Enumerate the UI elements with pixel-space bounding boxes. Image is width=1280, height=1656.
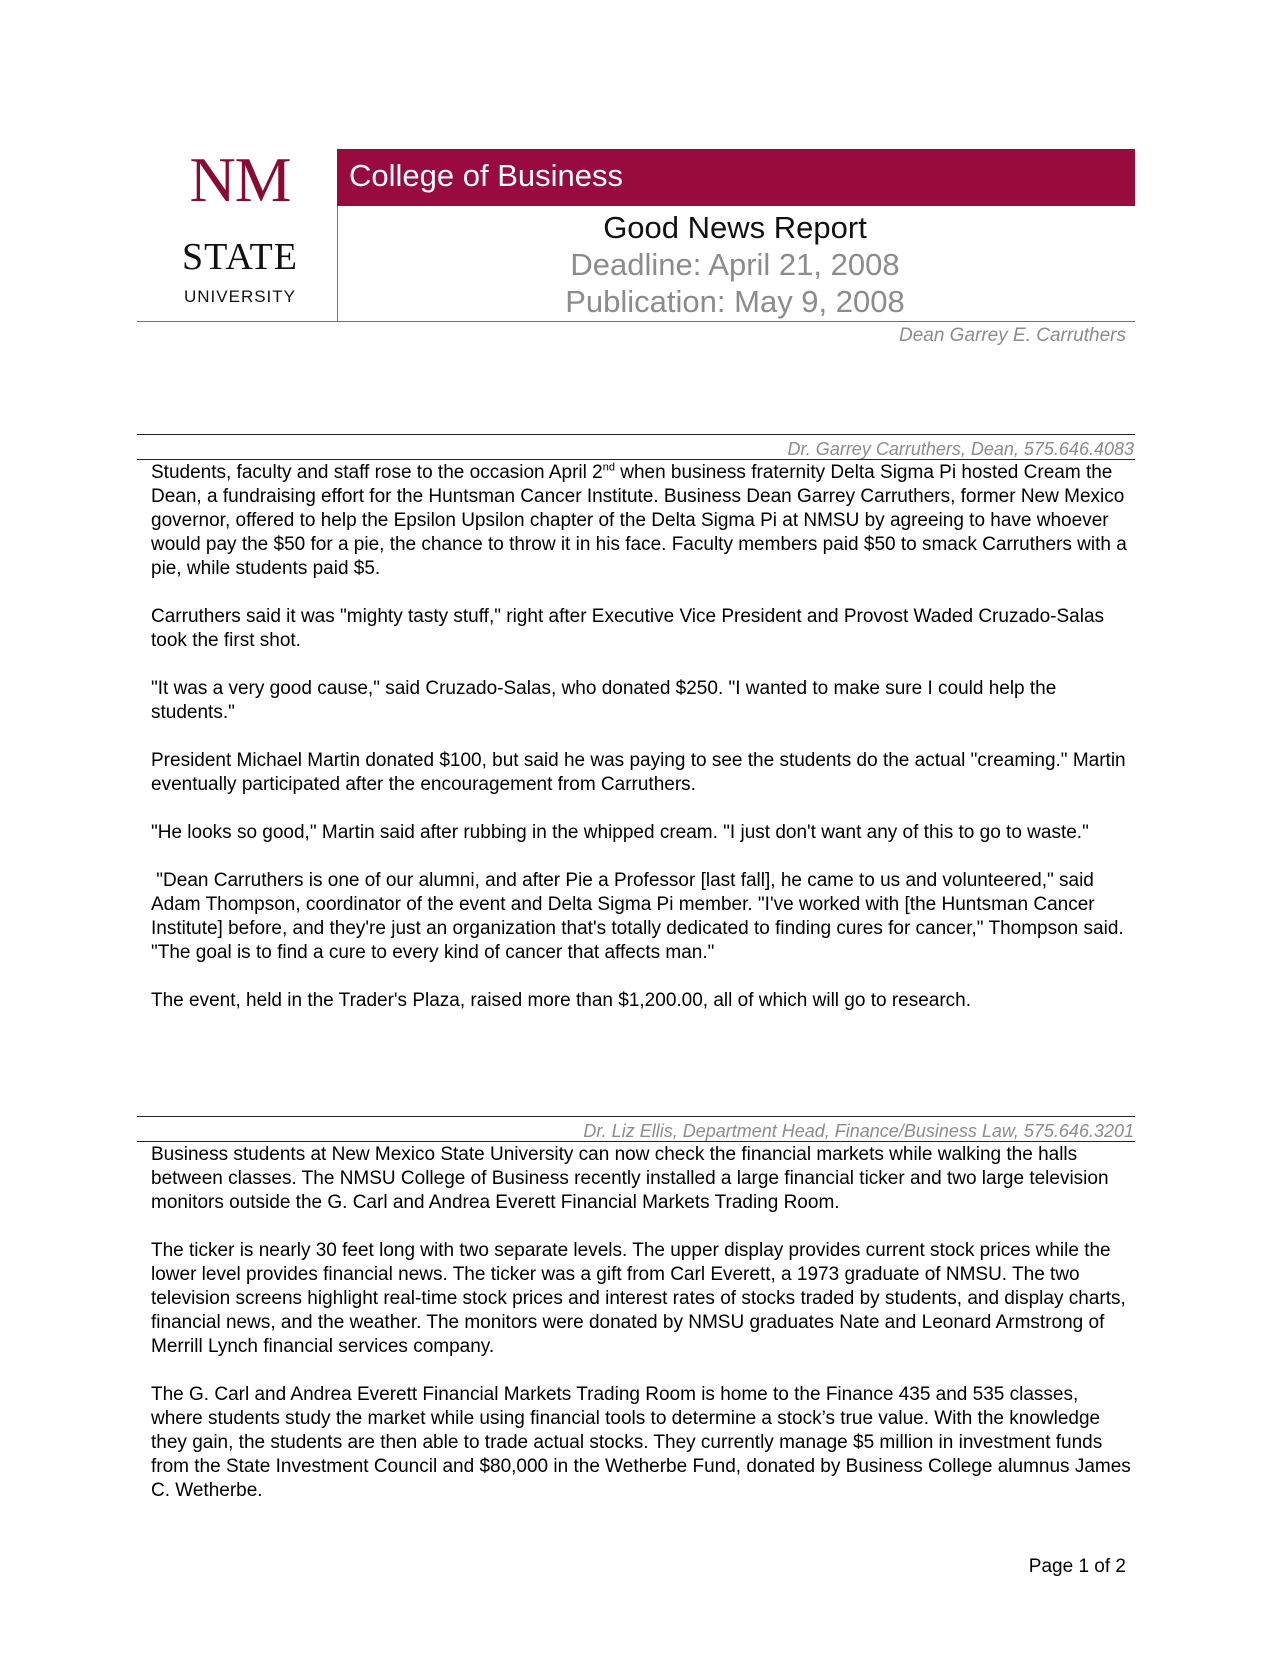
story1-contact: Dr. Garrey Carruthers, Dean, 575.646.4083	[787, 439, 1134, 459]
story2-paragraph: The G. Carl and Andrea Everett Financial Markets Trading Room is home to the Finance 435 and 535 classes, where students study the market while using financial tools to determine a stock’s true value. With the knowledge they gain, the students are then able to trade actual stocks. They currently manage $5 million in investment funds from the State Investment Council and $80,000 in the Wetherbe Fund, donated by Business College alumnus James C. Wetherbe.	[151, 1384, 1131, 1501]
story1-paragraph: Students, faculty and staff rose to the occasion April 2nd when business fraternity Delta Sigma Pi hosted Cream the Dean, a fundraising effort for the Huntsman Cancer Institute. Business Dean Garrey Carruthers, former New Mexico governor, offered to help the Epsilon Upsilon chapter of the Delta Sigma Pi at NMSU by agreeing to have whoever would pay the $50 for a pie, the chance to throw it in his face. Faculty members paid $50 to smack Carruthers with a pie, while students paid $5.	[151, 461, 1127, 579]
story2-top-rule	[137, 1116, 1135, 1117]
publication-date: Publication: May 9, 2008	[565, 284, 905, 319]
story2-bottom-rule	[137, 1141, 1135, 1142]
logo-state: STATE	[182, 236, 298, 278]
story1-paragraph: "He looks so good," Martin said after rubbing in the whipped cream. "I just don't want any of this to go to waste."	[151, 822, 1089, 843]
story1-paragraph: "It was a very good cause," said Cruzado-Salas, who donated $250. "I wanted to make sure I could help the students."	[151, 678, 1057, 723]
college-banner	[337, 149, 1135, 206]
story2-contact: Dr. Liz Ellis, Department Head, Finance/Business Law, 575.646.3201	[583, 1121, 1134, 1141]
story1-paragraph: Carruthers said it was "mighty tasty stuff," right after Executive Vice President and Provost Waded Cruzado-Salas took the first shot.	[151, 606, 1105, 651]
story1-paragraph: The event, held in the Trader's Plaza, raised more than $1,200.00, all of which will go to research.	[151, 990, 972, 1011]
story2-paragraph: Business students at New Mexico State University can now check the financial markets while walking the halls between classes. The NMSU College of Business recently installed a large financial ticker and two large television monitors outside the G. Carl and Andrea Everett Financial Markets Trading Room.	[151, 1144, 1109, 1213]
page-number: Page 1 of 2	[1028, 1556, 1126, 1577]
report-title: Good News Report	[603, 210, 867, 245]
story2-body	[151, 1143, 1131, 1503]
header-divider	[137, 321, 1135, 322]
logo-university: UNIVERSITY	[183, 287, 297, 306]
story1-top-rule	[137, 434, 1135, 435]
deadline: Deadline: April 21, 2008	[570, 247, 900, 282]
logo-nm: NM	[189, 144, 291, 215]
banner-title: College of Business	[349, 158, 623, 193]
story1-paragraph: President Michael Martin donated $100, but said he was paying to see the students do the actual "creaming." Martin eventually participated after the encouragement from Carruthers.	[151, 750, 1126, 795]
story1-paragraph: "Dean Carruthers is one of our alumni, and after Pie a Professor [last fall], he came to us and volunteered," said Adam Thompson, coordinator of the event and Delta Sigma Pi member. "I've worked with [the Huntsman Cancer Institute] before, and they're just an organization that's totally dedicated to finding cures for cancer," Thompson said. "The goal is to find a cure to every kind of cancer that affects man."	[151, 870, 1129, 963]
story1-body	[151, 461, 1131, 1013]
dean-signature: Dean Garrey E. Carruthers	[898, 325, 1126, 346]
story2-paragraph: The ticker is nearly 30 feet long with two separate levels. The upper display provides current stock prices while the lower level provides financial news. The ticker was a gift from Carl Everett, a 1973 graduate of NMSU. The two television screens highlight real-time stock prices and interest rates of stocks traded by students, and display charts, financial news, and the weather. The monitors were donated by NMSU graduates Nate and Leonard Armstrong of Merrill Lynch financial services company.	[151, 1240, 1126, 1357]
story1-bottom-rule	[137, 459, 1135, 460]
